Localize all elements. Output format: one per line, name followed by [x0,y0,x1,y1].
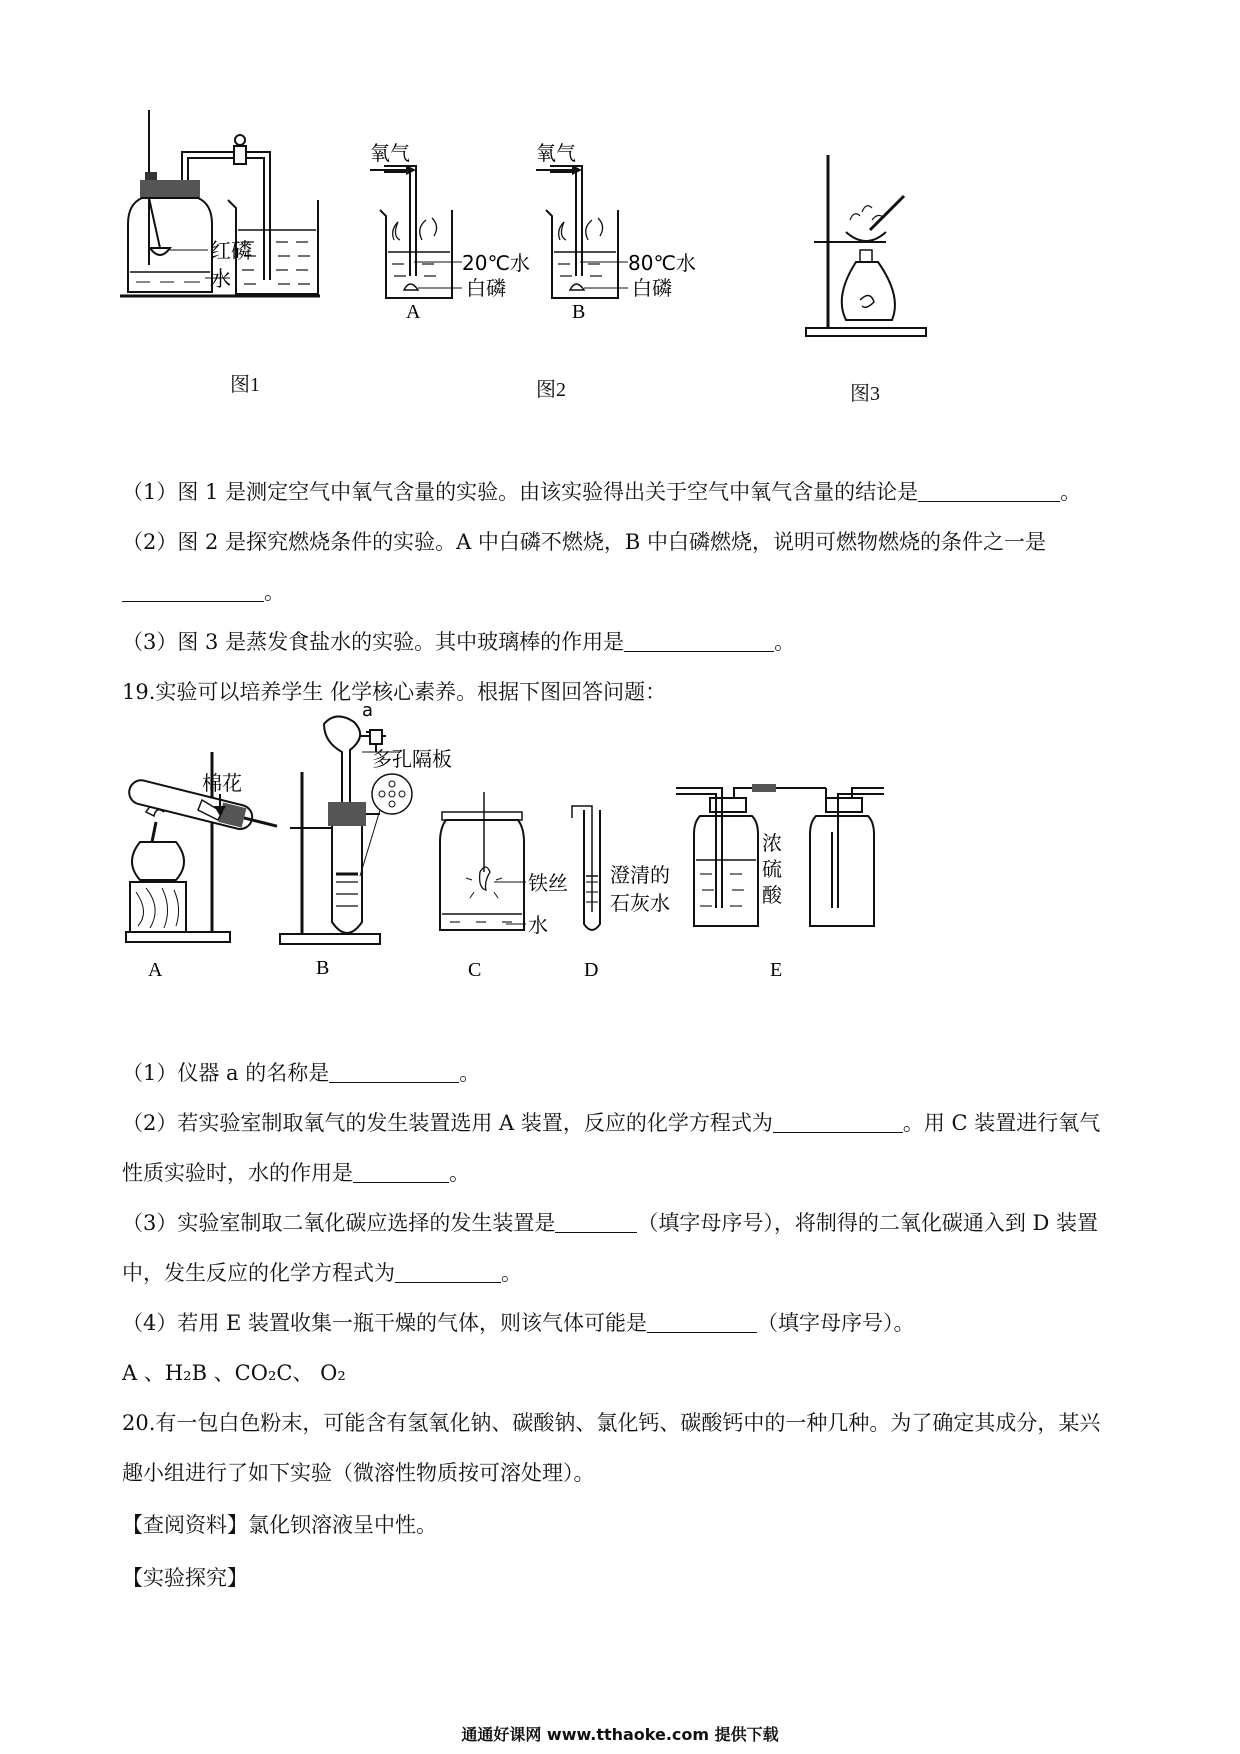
q19-3 [122,1208,1098,1238]
letter-b-apparatus: B [316,957,330,979]
apparatus-c [440,792,568,981]
q20-line1 [122,1408,1100,1438]
answer-blank[interactable] [918,481,1060,502]
q20-info [122,1510,437,1540]
apparatus-d [572,806,670,981]
apparatus-b [280,700,452,979]
answer-blank[interactable] [624,631,774,652]
q18-1 [122,477,1081,507]
label-water-c: 水 [528,913,548,937]
answer-blank[interactable] [555,1212,637,1233]
label-oxygen-b: 氧气 [536,141,576,165]
q18-2-end: 。 [264,580,285,604]
q19-1-end: 。 [459,1061,481,1085]
caption-fig3: 图3 [850,383,880,405]
label-white-phosphorus-b: 白磷 [632,276,672,300]
figure-1 [120,100,380,340]
q20-explore [122,1563,248,1593]
answer-blank[interactable] [647,1312,757,1333]
q19-stem-text: 19.实验可以培养学生 化学核心素养。根据下图回答问题： [122,680,667,704]
caption-fig2: 图2 [536,379,566,401]
q18-3-text: （3）图 3 是蒸发食盐水的实验。其中玻璃棒的作用是 [122,630,625,654]
label-water-20: 20℃水 [462,251,530,275]
footer-download-note: 通通好课网 www.tthaoke.com 提供下载 [461,1725,779,1744]
figure-3 [800,150,940,340]
q19-3-cont-end: 。 [501,1261,522,1285]
q19-3-cont-text: 中，发生反应的化学方程式为 [122,1261,395,1285]
q19-2-cont [122,1158,470,1188]
q19-2-cont-end: 。 [449,1161,470,1185]
letter-e-apparatus: E [770,959,783,981]
label-water-80: 80℃水 [628,251,696,275]
apparatus-row [110,700,990,1002]
label-limewater-1: 澄清的 [610,863,670,887]
q20-line1-text: 20.有一包白色粉末，可能含有氢氧化钠、碳酸钠、氯化钙、碳酸钙中的一种几种。为了确定其成分，某兴 [122,1411,1101,1435]
q19-1-text: （1）仪器 a 的名称是 [122,1061,330,1085]
label-water: 水 [210,267,231,291]
q19-4 [122,1308,915,1338]
q19-2-cont-text: 性质实验时，水的作用是 [122,1161,353,1185]
q19-3-text: （3）实验室制取二氧化碳应选择的发生装置是 [122,1211,556,1235]
label-conc-2: 硫 [762,857,782,881]
answer-blank[interactable] [395,1262,501,1283]
answer-blank[interactable] [353,1162,449,1183]
q18-2-cont [122,577,285,607]
label-white-phosphorus-a: 白磷 [466,276,506,300]
apparatus-a [126,752,280,981]
letter-a: A [406,301,421,323]
label-cotton: 棉花 [202,771,242,795]
letter-b: B [572,301,586,323]
q19-options [122,1358,346,1388]
q19-4-end: （填字母序号）。 [757,1311,915,1335]
q20-explore-text: 【实验探究】 [122,1566,248,1590]
q19-2-end: 。用 C 装置进行氧气 [902,1111,1101,1135]
q18-3 [122,627,795,657]
answer-blank[interactable] [329,1062,459,1083]
apparatus-e [676,784,884,981]
caption-fig1: 图1 [230,374,260,396]
label-a: a [362,700,374,721]
q19-2-text: （2）若实验室制取氧气的发生装置选用 A 装置，反应的化学方程式为 [122,1111,773,1135]
label-limewater-2: 石灰水 [610,891,670,915]
answer-blank[interactable] [122,581,264,602]
letter-c-apparatus: C [468,959,482,981]
label-iron-wire: 铁丝 [528,871,568,895]
label-red-phosphorus: 红磷 [210,239,252,263]
letter-d-apparatus: D [584,959,599,981]
letter-a-apparatus: A [148,959,163,981]
q18-2-text: （2）图 2 是探究燃烧条件的实验。A 中白磷不燃烧，B 中白磷燃烧，说明可燃物燃烧的条件之一是 [122,530,1047,554]
q19-3-end: （填字母序号），将制得的二氧化碳通入到 D 装置 [637,1211,1099,1235]
label-conc-1: 浓 [762,831,782,855]
q19-3-cont [122,1258,522,1288]
q19-1 [122,1058,480,1088]
figure-2 [370,140,730,360]
q18-3-end: 。 [774,630,796,654]
answer-blank[interactable] [773,1112,903,1133]
q19-4-text: （4）若用 E 装置收集一瓶干燥的气体，则该气体可能是 [122,1311,648,1335]
q18-1-end: 。 [1060,480,1082,504]
q20-line2-text: 趣小组进行了如下实验（微溶性物质按可溶处理）。 [122,1461,595,1485]
label-porous-plate: 多孔隔板 [372,747,452,771]
q18-1-text: （1）图 1 是测定空气中氧气含量的实验。由该实验得出关于空气中氧气含量的结论是 [122,480,919,504]
q19-stem [122,677,666,707]
q18-2 [122,527,1046,557]
label-oxygen-a: 氧气 [370,141,410,165]
q19-2 [122,1108,1100,1138]
label-conc-3: 酸 [762,883,782,907]
q20-line2 [122,1458,595,1488]
q19-options-text: A 、H₂B 、CO₂C、 O₂ [122,1361,346,1385]
q20-info-text: 【查阅资料】氯化钡溶液呈中性。 [122,1513,437,1537]
